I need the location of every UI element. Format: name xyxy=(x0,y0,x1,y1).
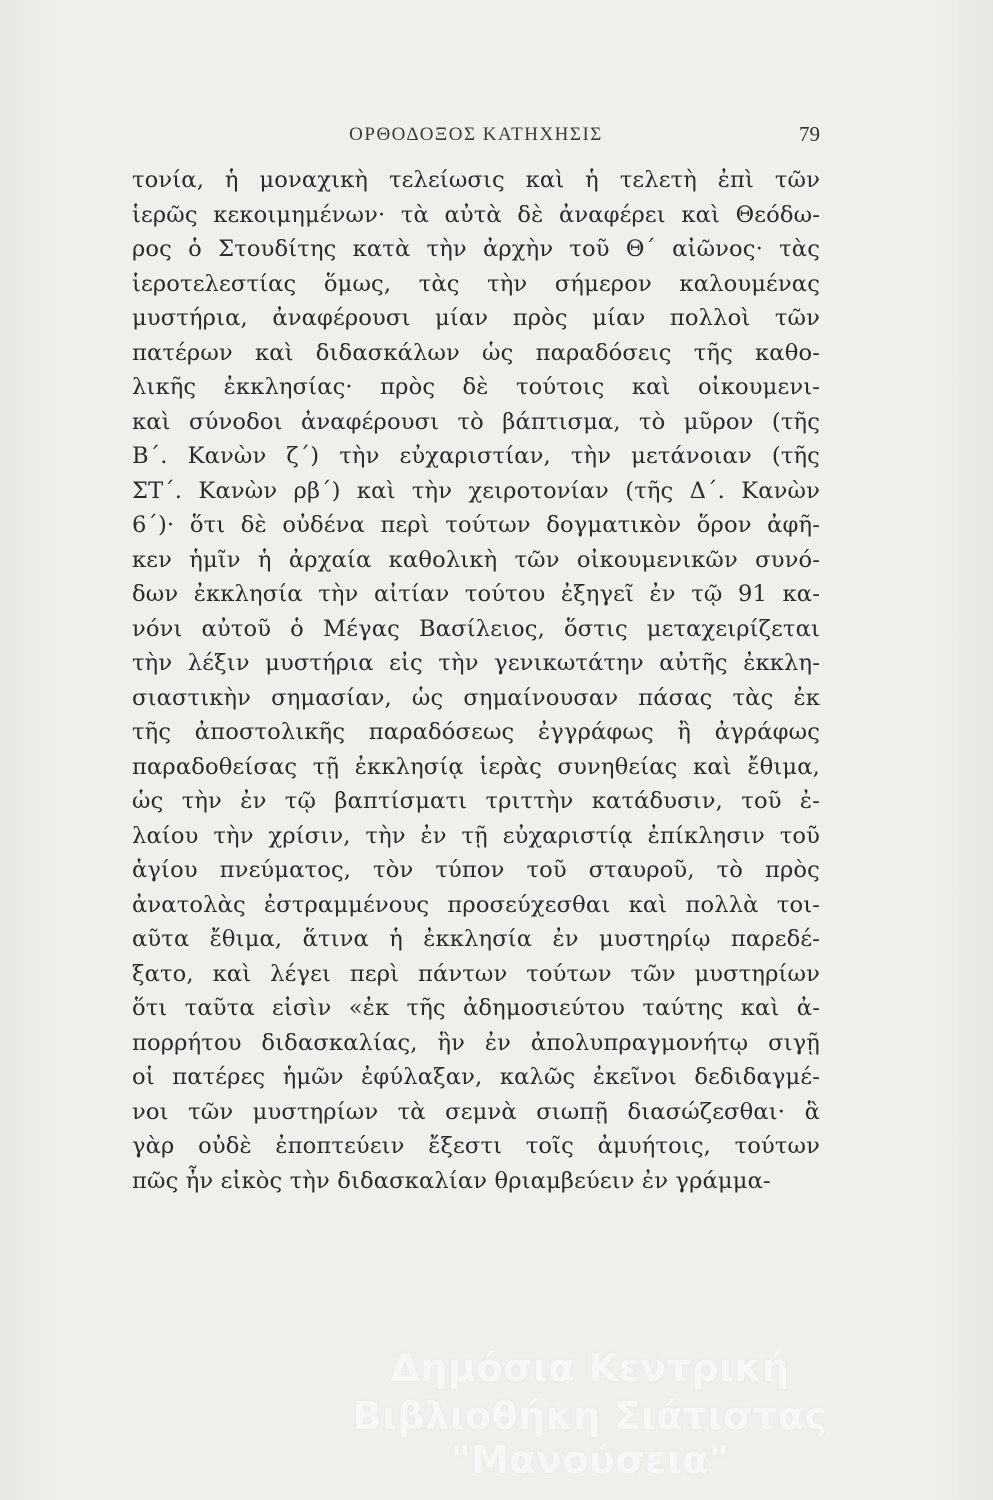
text-line: νοι τῶν μυστηρίων τὰ σεμνὰ σιωπῇ διασώζεσθαι· ἃ xyxy=(132,1098,820,1125)
text-line: τῆς ἀποστολικῆς παραδόσεως ἐγγράφως ἢ ἀγράφως xyxy=(132,719,820,745)
body-text xyxy=(132,163,820,1198)
text-line: γὰρ οὐδὲ ἐποπτεύειν ἔξεστι τοῖς ἀμυήτοις, τούτων xyxy=(132,1133,820,1159)
text-line: ἀνατολὰς ἐστραμμένους προσεύχεσθαι καὶ πολλὰ τοι- xyxy=(132,891,820,918)
text-line: αῦτα ἔθιμα, ἅτινα ἡ ἐκκλησία ἐν μυστηρίῳ παρεδέ- xyxy=(132,926,820,952)
text-line: ὅτι ταῦτα εἰσὶν «ἐκ τῆς ἀδημοσιεύτου ταύτης καὶ ἀ- xyxy=(132,995,820,1021)
text-line: λαίου τὴν χρίσιν, τὴν ἐν τῇ εὐχαριστίᾳ ἐπίκλησιν τοῦ xyxy=(132,822,820,849)
text-line: πορρήτου διδασκαλίας, ἣν ἐν ἀπολυπραγμονήτῳ σιγῇ xyxy=(132,1029,820,1056)
text-line: καὶ σύνοδοι ἀναφέρουσι τὸ βάπτισμα, τὸ μῦρον (τῆς xyxy=(132,408,820,435)
text-line: λικῆς ἐκκλησίας· πρὸς δὲ τούτοις καὶ οἰκουμενι- xyxy=(132,374,820,400)
text-line: ὡς τὴν ἐν τῷ βαπτίσματι τριττὴν κατάδυσιν, τοῦ ἐ- xyxy=(132,788,820,814)
text-line: τὴν λέξιν μυστήρια εἰς τὴν γενικωτάτην αὐτῆς ἐκκλη- xyxy=(132,650,820,676)
text-line: ἱερῶς κεκοιμημένων· τὰ αὐτὰ δὲ ἀναφέρει καὶ Θεόδω- xyxy=(132,201,820,228)
text-line: τονία, ἡ μοναχικὴ τελείωσις καὶ ἡ τελετὴ ἐπὶ τῶν xyxy=(132,167,820,193)
text-line: ρος ὁ Στουδίτης κατὰ τὴν ἀρχὴν τοῦ Θ΄ αἰῶνος· τὰς xyxy=(132,236,820,262)
library-watermark-line1: Δημόσια Κεντρική xyxy=(390,1346,790,1390)
text-line: δων ἐκκλησία τὴν αἰτίαν τούτου ἐξηγεῖ ἐν τῷ 91 κα- xyxy=(132,581,820,607)
text-line: σιαστικὴν σημασίαν, ὡς σημαίνουσαν πάσας τὰς ἐκ xyxy=(132,684,820,711)
text-line: οἱ πατέρες ἡμῶν ἐφύλαξαν, καλῶς ἐκεῖνοι δεδιδαγμέ- xyxy=(132,1064,820,1090)
text-line: πῶς ἦν εἰκὸς τὴν διδασκαλίαν θριαμβεύειν ἐν γράμμα- xyxy=(132,1167,771,1194)
page-number: 79 xyxy=(799,122,820,146)
text-line: μυστήρια, ἀναφέρουσι μίαν πρὸς μίαν πολλοὶ τῶν xyxy=(132,305,820,331)
text-line: παραδοθείσας τῇ ἐκκλησίᾳ ἱερὰς συνηθείας καὶ ἔθιμα, xyxy=(132,753,820,780)
text-line: ἱεροτελεστίας ὅμως, τὰς τὴν σήμερον καλουμένας xyxy=(132,270,820,297)
text-line: πατέρων καὶ διδασκάλων ὡς παραδόσεις τῆς καθο- xyxy=(132,339,820,366)
text-line: ΣΤ΄. Κανὼν ρβ΄) καὶ τὴν χειροτονίαν (τῆς Δ΄. Κανὼν xyxy=(132,477,820,504)
library-watermark-line2: Βιβλιοθήκη Σιάτιστας "Μανούσεια" xyxy=(352,1394,828,1482)
text-line: ξατο, καὶ λέγει περὶ πάντων τούτων τῶν μυστηρίων xyxy=(132,960,820,987)
page-header xyxy=(132,120,820,150)
text-line: νόνι αὐτοῦ ὁ Μέγας Βασίλειος, ὅστις μεταχειρίζεται xyxy=(132,615,820,642)
text-line: ἁγίου πνεύματος, τὸν τύπον τοῦ σταυροῦ, τὸ πρὸς xyxy=(132,857,820,883)
text-line: Β΄. Κανὼν ζ΄) τὴν εὐχαριστίαν, τὴν μετάνοιαν (τῆς xyxy=(132,443,820,469)
running-title: ΟΡΘΟΔΟΞΟΣ ΚΑΤΗΧΗΣΙΣ xyxy=(349,124,603,145)
text-line: κεν ἡμῖν ἡ ἀρχαία καθολικὴ τῶν οἰκουμενικῶν συνό- xyxy=(132,546,820,573)
text-line: 6΄)· ὅτι δὲ οὐδένα περὶ τούτων δογματικὸν ὅρον ἀφῆ- xyxy=(132,512,820,538)
